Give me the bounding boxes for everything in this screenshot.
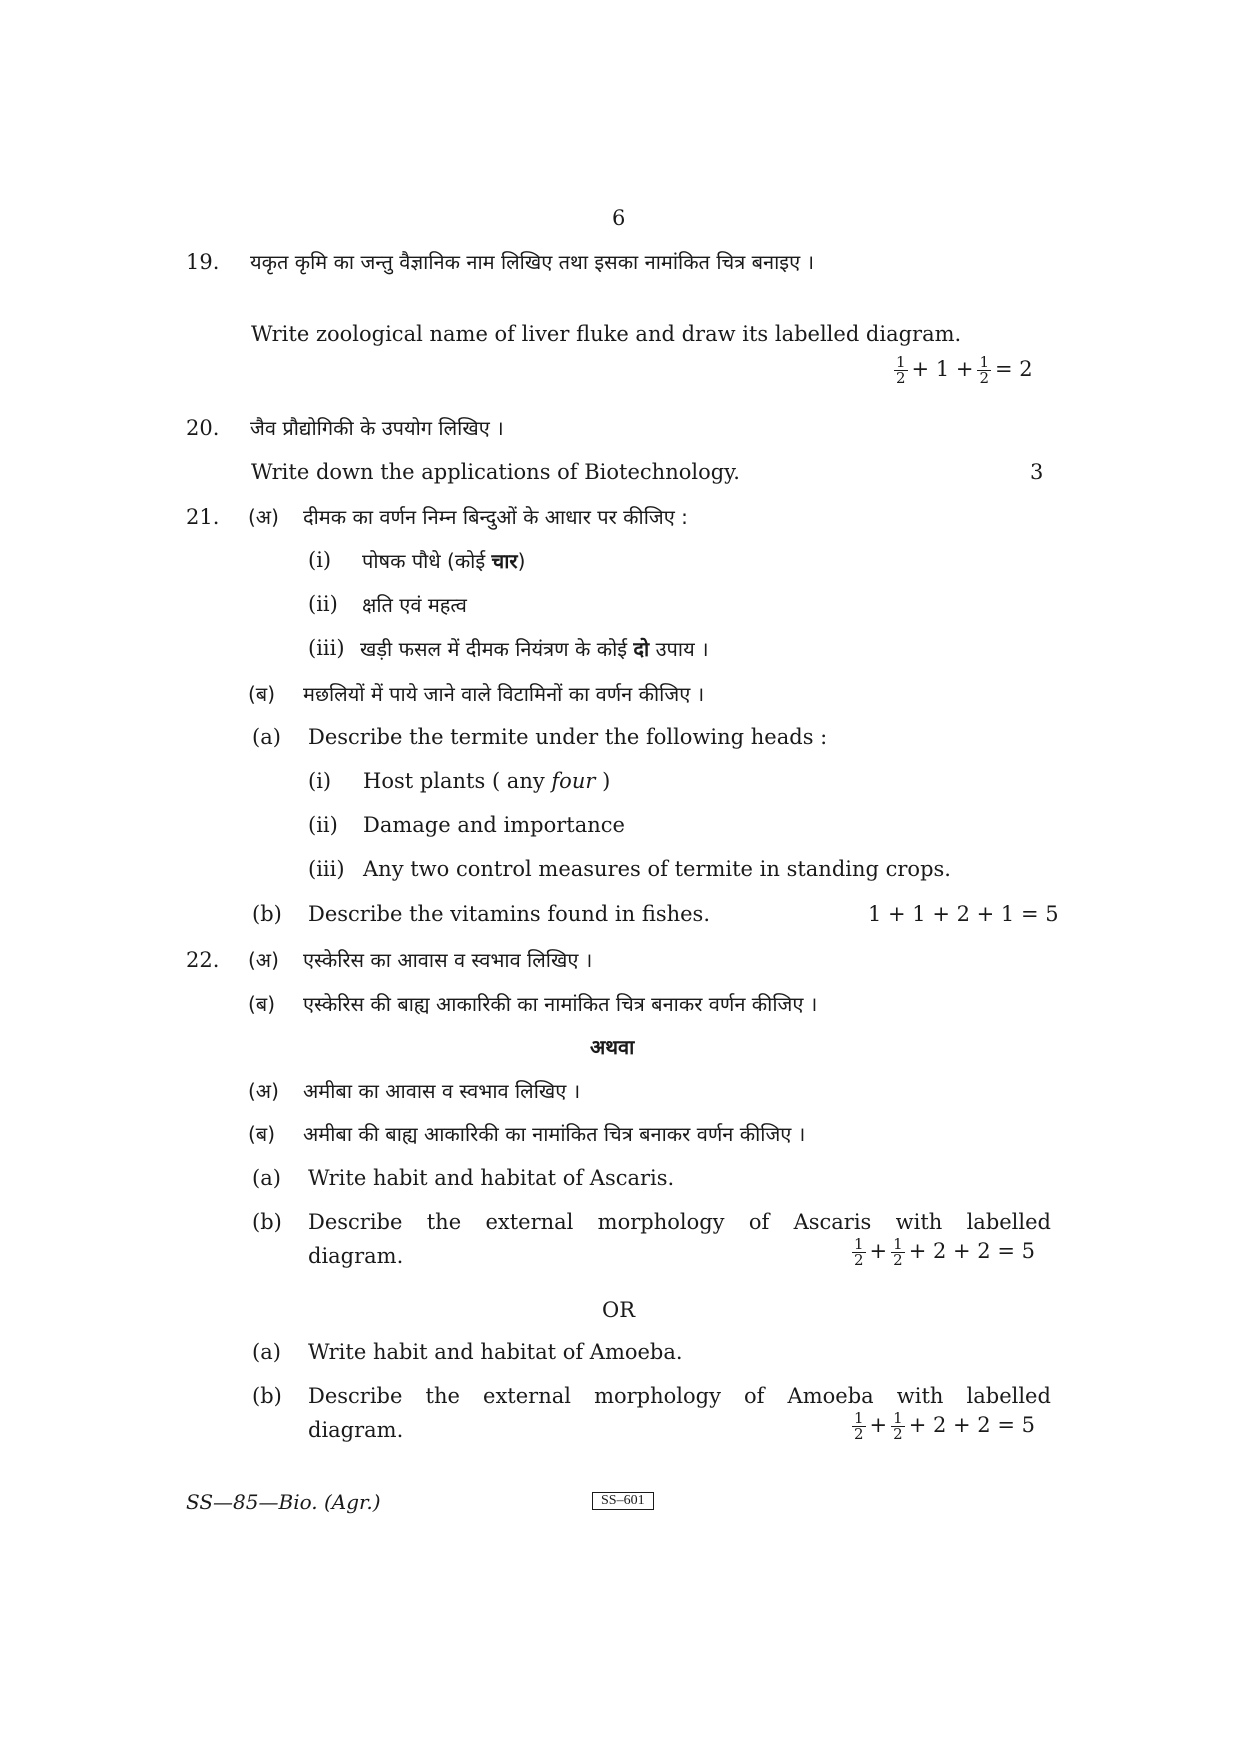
q22-b-label-english: (b) <box>252 1210 282 1234</box>
question-19-number: 19. <box>186 250 220 274</box>
q21-i-label: (i) <box>308 548 332 572</box>
marks-fraction: $\frac{1}{2}$ <box>896 353 906 387</box>
question-20-number: 20. <box>186 416 220 440</box>
question-21-number: 21. <box>186 505 220 529</box>
footer-code-box: SS–601 <box>592 1492 654 1510</box>
or-hindi: अथवा <box>590 1035 635 1059</box>
q22-b2-label-english: (b) <box>252 1384 282 1408</box>
q21-iii-label-en: (iii) <box>308 857 345 881</box>
question-20-marks: 3 <box>1030 460 1044 484</box>
q21-ii-label-en: (ii) <box>308 813 338 837</box>
question-20-english: Write down the applications of Biotechnology. <box>251 460 740 484</box>
q22-a2-label-english: (a) <box>252 1340 281 1364</box>
footer-paper-code: SS—85—Bio. (Agr.) <box>186 1490 381 1514</box>
question-21-marks: 1 + 1 + 2 + 1 = 5 <box>868 902 1059 926</box>
question-22-number: 22. <box>186 948 220 972</box>
q21-ii-text-hindi: क्षति एवं महत्व <box>362 593 467 617</box>
q21-i-text-english: Host plants ( any four ) <box>363 769 611 793</box>
marks-fraction: $\frac{1}{2}$ <box>893 1409 903 1443</box>
question-22-marks-2: $\frac{1}{2}$ + $\frac{1}{2}$ + 2 + 2 = 5 <box>854 1409 1035 1443</box>
q22-a-text-english: Write habit and habitat of Ascaris. <box>308 1166 675 1190</box>
q21-iii-label: (iii) <box>308 636 345 660</box>
marks-fraction: $\frac{1}{2}$ <box>979 353 989 387</box>
marks-fraction: $\frac{1}{2}$ <box>854 1235 864 1269</box>
or-english: OR <box>602 1298 636 1322</box>
question-19-english: Write zoological name of liver fluke and draw its labelled diagram. <box>251 322 962 346</box>
q22-b-text-english-line1: Describe the external morphology of Ascaris with labelled <box>308 1210 1051 1234</box>
q21-i-label-en: (i) <box>308 769 332 793</box>
q21-a-text-english: Describe the termite under the following heads : <box>308 725 828 749</box>
q21-i-text-hindi: पोषक पौधे (कोई चार) <box>362 549 526 573</box>
q21-b-label-english: (b) <box>252 902 282 926</box>
q22-b2-label-hindi: (ब) <box>248 1122 276 1146</box>
page-number: 6 <box>612 206 626 230</box>
q22-a-text-hindi: एस्केरिस का आवास व स्वभाव लिखिए । <box>303 948 593 972</box>
q22-b-label-hindi: (ब) <box>248 992 276 1016</box>
q21-b-label-hindi: (ब) <box>248 682 276 706</box>
question-19-hindi: यकृत कृमि का जन्तु वैज्ञानिक नाम लिखिए तथा इसका नामांकित चित्र बनाइए । <box>250 250 815 274</box>
q21-ii-label: (ii) <box>308 592 338 616</box>
q22-a2-text-hindi: अमीबा का आवास व स्वभाव लिखिए । <box>303 1079 581 1103</box>
q22-a-label-english: (a) <box>252 1166 281 1190</box>
q21-a-text-hindi: दीमक का वर्णन निम्न बिन्दुओं के आधार पर कीजिए : <box>303 505 688 529</box>
q22-b-text-english-line2: diagram. <box>308 1244 404 1268</box>
q21-ii-text-english: Damage and importance <box>363 813 625 837</box>
q22-a2-label-hindi: (अ) <box>248 1079 279 1103</box>
q22-b2-text-hindi: अमीबा की बाह्य आकारिकी का नामांकित चित्र बनाकर वर्णन कीजिए । <box>303 1122 806 1146</box>
q21-b-text-hindi: मछलियों में पाये जाने वाले विटामिनों का वर्णन कीजिए । <box>303 682 705 706</box>
question-20-hindi: जैव प्रौद्योगिकी के उपयोग लिखिए । <box>250 416 504 440</box>
q22-b-text-hindi: एस्केरिस की बाह्य आकारिकी का नामांकित चित्र बनाकर वर्णन कीजिए । <box>303 992 818 1016</box>
marks-fraction: $\frac{1}{2}$ <box>893 1235 903 1269</box>
q22-b2-text-english-line2: diagram. <box>308 1418 404 1442</box>
q21-iii-text-english: Any two control measures of termite in standing crops. <box>363 857 951 881</box>
q21-a-label-english: (a) <box>252 725 281 749</box>
q21-iii-text-hindi: खड़ी फसल में दीमक नियंत्रण के कोई दो उपाय । <box>360 637 709 661</box>
q22-a2-text-english: Write habit and habitat of Amoeba. <box>308 1340 683 1364</box>
q22-a-label-hindi: (अ) <box>248 948 279 972</box>
q22-b2-text-english-line1: Describe the external morphology of Amoeba with labelled <box>308 1384 1051 1408</box>
question-22-marks-1: $\frac{1}{2}$ + $\frac{1}{2}$ + 2 + 2 = 5 <box>854 1235 1035 1269</box>
q21-b-text-english: Describe the vitamins found in fishes. <box>308 902 711 926</box>
question-19-marks: $\frac{1}{2}$ + 1 + $\frac{1}{2}$ = 2 <box>896 353 1033 387</box>
q21-a-label-hindi: (अ) <box>248 505 279 529</box>
marks-fraction: $\frac{1}{2}$ <box>854 1409 864 1443</box>
